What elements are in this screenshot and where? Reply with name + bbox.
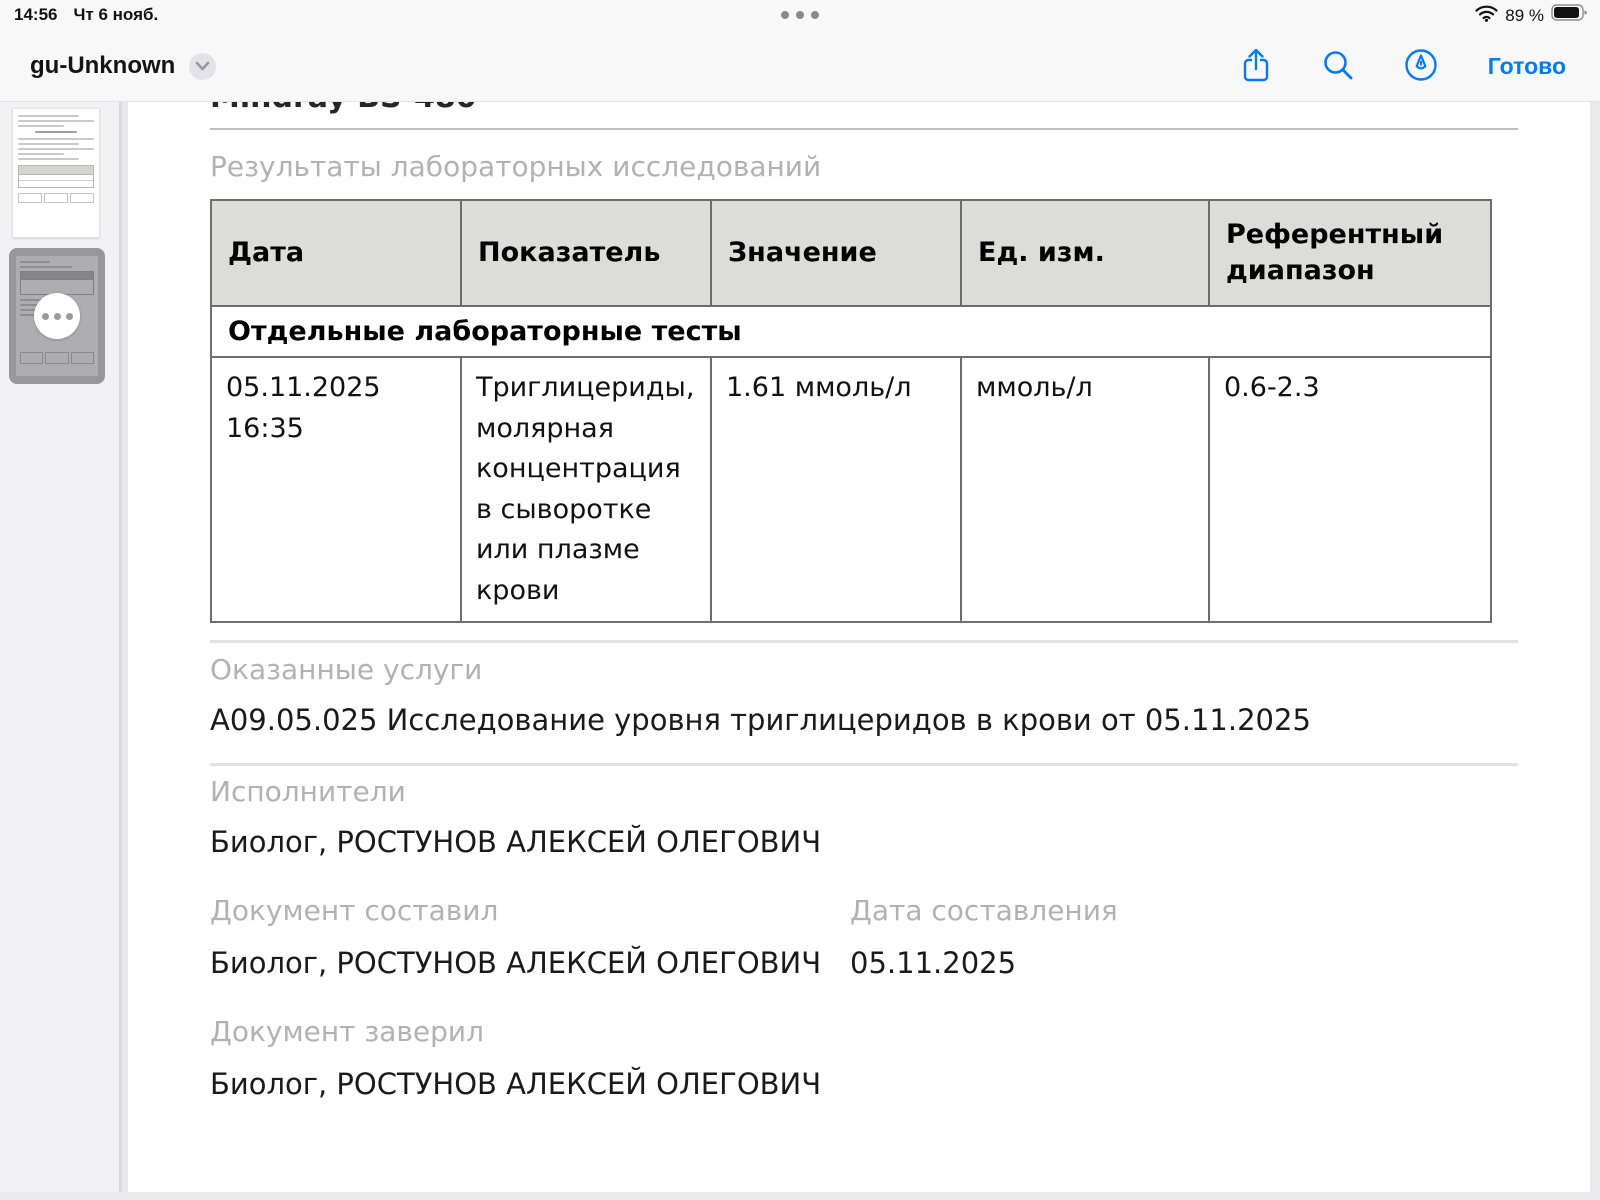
cell-indicator: Триглицериды, молярная концентрация в сыворотке или плазме крови xyxy=(461,357,711,622)
thumbnail-table xyxy=(20,271,94,295)
results-section-heading: Результаты лабораторных исследований xyxy=(210,150,822,183)
search-icon xyxy=(1322,49,1354,84)
col-header-indicator: Показатель xyxy=(461,200,711,306)
status-bar xyxy=(0,0,1600,30)
table-header-row xyxy=(211,200,1491,306)
ellipsis-icon xyxy=(42,313,49,320)
col-header-value: Значение xyxy=(711,200,961,306)
cell-ref-range: 0.6-2.3 xyxy=(1209,357,1491,622)
services-value: A09.05.025 Исследование уровня триглицеридов в крови от 05.11.2025 xyxy=(210,703,1311,737)
done-button[interactable]: Готово xyxy=(1487,52,1566,79)
composed-by-value: Биолог, РОСТУНОВ АЛЕКСЕЙ ОЛЕГОВИЧ xyxy=(210,946,822,980)
pdf-toolbar xyxy=(0,30,1600,102)
certified-by-label: Документ заверил xyxy=(210,1015,484,1048)
section-divider xyxy=(210,640,1518,643)
battery-percent-label: 89 % xyxy=(1505,5,1544,25)
performers-value: Биолог, РОСТУНОВ АЛЕКСЕЙ ОЛЕГОВИЧ xyxy=(210,825,822,859)
composed-date-value: 05.11.2025 xyxy=(850,946,1017,980)
table-row xyxy=(211,357,1491,622)
battery-icon xyxy=(1551,4,1588,27)
thumbnail-table xyxy=(18,165,94,188)
cell-unit: ммоль/л xyxy=(961,357,1209,622)
group-row-label: Отдельные лабораторные тесты xyxy=(211,306,1491,357)
composed-by-label: Документ составил xyxy=(210,894,499,927)
table-group-row xyxy=(211,306,1491,357)
top-chrome xyxy=(0,0,1600,102)
section-divider xyxy=(210,763,1518,766)
col-header-unit: Ед. изм. xyxy=(961,200,1209,306)
title-divider xyxy=(210,128,1518,130)
page-thumbnail-2-selected[interactable] xyxy=(9,248,105,384)
cell-value: 1.61 ммоль/л xyxy=(711,357,961,622)
col-header-date: Дата xyxy=(211,200,461,306)
multitasking-dots-icon[interactable] xyxy=(0,11,1600,19)
performers-label: Исполнители xyxy=(210,775,406,808)
thumbnail-sidebar xyxy=(0,102,122,1192)
share-button[interactable] xyxy=(1240,47,1272,86)
page-thumbnail-1[interactable] xyxy=(12,108,100,238)
lab-results-table xyxy=(210,199,1492,623)
col-header-ref-range: Референтный диапазон xyxy=(1209,200,1491,306)
share-icon xyxy=(1240,47,1272,86)
wifi-icon xyxy=(1475,5,1498,27)
page-options-button[interactable] xyxy=(34,293,80,339)
thumbnail-page xyxy=(16,256,98,376)
composed-date-label: Дата составления xyxy=(850,894,1118,927)
cell-date: 05.11.2025 16:35 xyxy=(211,357,461,622)
document-scroll-area[interactable] xyxy=(128,102,1590,1192)
status-time: 14:56 xyxy=(14,5,58,24)
chevron-down-icon[interactable] xyxy=(189,53,216,80)
status-date: Чт 6 нояб. xyxy=(73,5,159,24)
markup-button[interactable] xyxy=(1404,48,1438,85)
pdf-viewer xyxy=(0,102,1600,1200)
document-title: gu-Unknown xyxy=(30,52,176,79)
markup-pen-icon xyxy=(1404,48,1438,85)
document-title-menu[interactable] xyxy=(30,30,216,102)
services-label: Оказанные услуги xyxy=(210,653,483,686)
certified-by-value: Биолог, РОСТУНОВ АЛЕКСЕЙ ОЛЕГОВИЧ xyxy=(210,1067,822,1101)
search-button[interactable] xyxy=(1322,49,1354,84)
